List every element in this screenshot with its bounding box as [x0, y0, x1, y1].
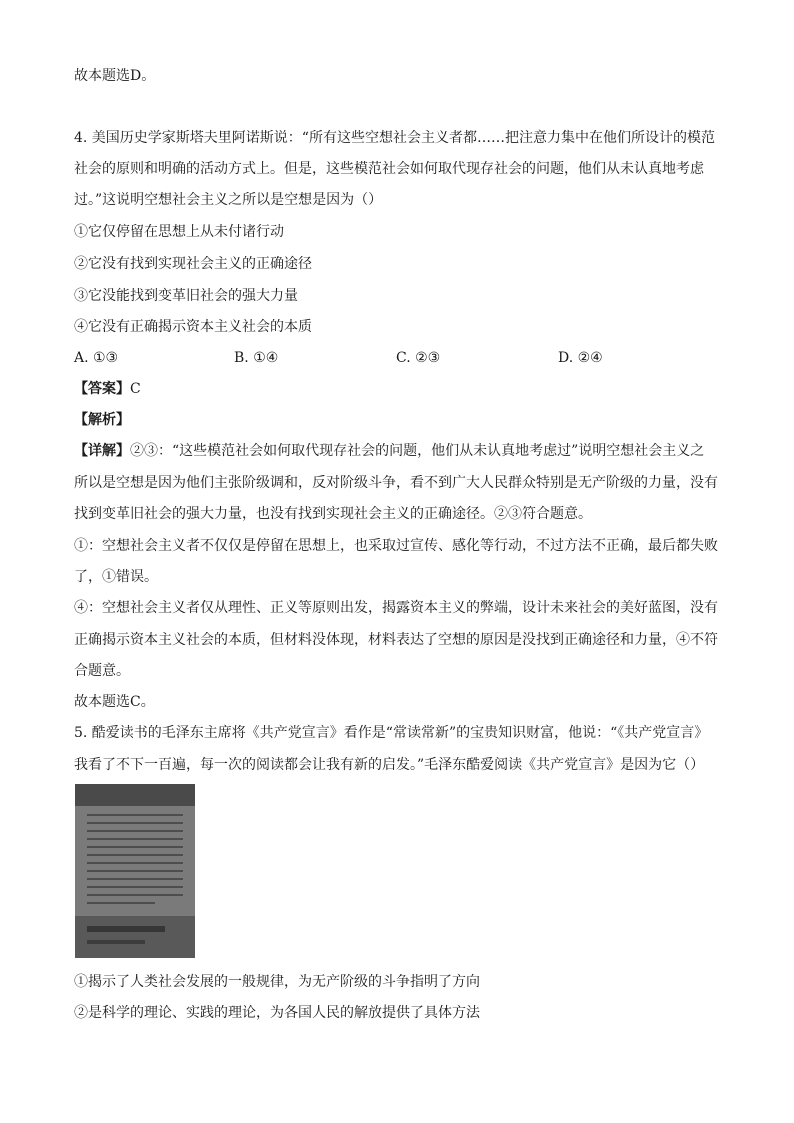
q4-stem-line-1: 4. 美国历史学家斯塔夫里阿诺斯说：“所有这些空想社会主义者都……把注意力集中在他们所设计的模范 [74, 130, 715, 146]
q4-conclusion: 故本题选C。 [74, 694, 155, 710]
q5-stem-line-2: 我看了不下一百遍，每一次的阅读都会让我有新的启发。”毛泽东酷爱阅读《共产党宣言》是因为它（） [74, 757, 705, 773]
q4-option-c: C. ②③ [396, 350, 441, 366]
q5-stem-line-1: 5. 酷爱读书的毛泽东主席将《共产党宣言》看作是“常读常新”的宝贵知识财富，他说：“《共产党宣言》 [74, 725, 709, 741]
q4-detail-line-2: 所以是空想是因为他们主张阶级调和，反对阶级斗争，看不到广大人民群众特别是无产阶级的力量，没有 [74, 475, 718, 491]
previous-conclusion: 故本题选D。 [74, 68, 156, 84]
q4-option-a: A. ①③ [74, 350, 119, 366]
q5-statement-2: ②是科学的理论、实践的理论，为各国人民的解放提供了具体方法 [74, 1005, 480, 1021]
q4-detail-line-8: 合题意。 [74, 663, 130, 679]
q5-statement-1: ①揭示了人类社会发展的一般规律，为无产阶级的斗争指明了方向 [74, 974, 480, 990]
q4-stem-line-3: 过。”这说明空想社会主义之所以是空想是因为（） [74, 192, 383, 208]
q4-statement-1: ①它仅停留在思想上从未付诸行动 [74, 224, 284, 240]
answer-tag: 【答案】 [74, 381, 130, 397]
detail-text: ②③：“这些模范社会如何取代现存社会的问题，他们从未认真地考虑过”说明空想社会主义之 [130, 443, 705, 459]
q4-option-b: B. ①④ [234, 350, 279, 366]
q4-statement-2: ②它没有找到实现社会主义的正确途径 [74, 256, 312, 272]
answer-value: C [130, 381, 141, 397]
q4-detail-line-5: 了，①错误。 [74, 569, 158, 585]
q4-answer-line [74, 379, 724, 399]
q4-option-d: D. ②④ [558, 350, 603, 366]
q4-statement-3: ③它没能找到变革旧社会的强大力量 [74, 288, 298, 304]
q4-detail-line-3: 找到变革旧社会的强大力量，也没有找到实现社会主义的正确途径。②③符合题意。 [74, 506, 592, 522]
q4-statement-4: ④它没有正确揭示资本主义社会的本质 [74, 319, 312, 335]
q4-detail-line-1 [74, 441, 724, 461]
analysis-tag: 【解析】 [74, 412, 130, 428]
q4-detail-line-4: ①：空想社会主义者不仅仅是停留在思想上，也采取过宣传、感化等行动，不过方法不正确，最后都失败 [74, 538, 718, 554]
q4-detail-line-7: 正确揭示资本主义社会的本质，但材料没体现，材料表达了空想的原因是没找到正确途径和力量，④不符 [74, 632, 718, 648]
q4-stem-line-2: 社会的原则和明确的活动方式上。但是，这些模范社会如何取代现存社会的问题，他们从未认真地考虑 [74, 161, 704, 177]
q4-detail-line-6: ④：空想社会主义者仅从理性、正义等原则出发，揭露资本主义的弊端，设计未来社会的美好蓝图，没有 [74, 600, 718, 616]
document-photo-icon [75, 784, 195, 958]
detail-tag: 【详解】 [74, 443, 130, 459]
